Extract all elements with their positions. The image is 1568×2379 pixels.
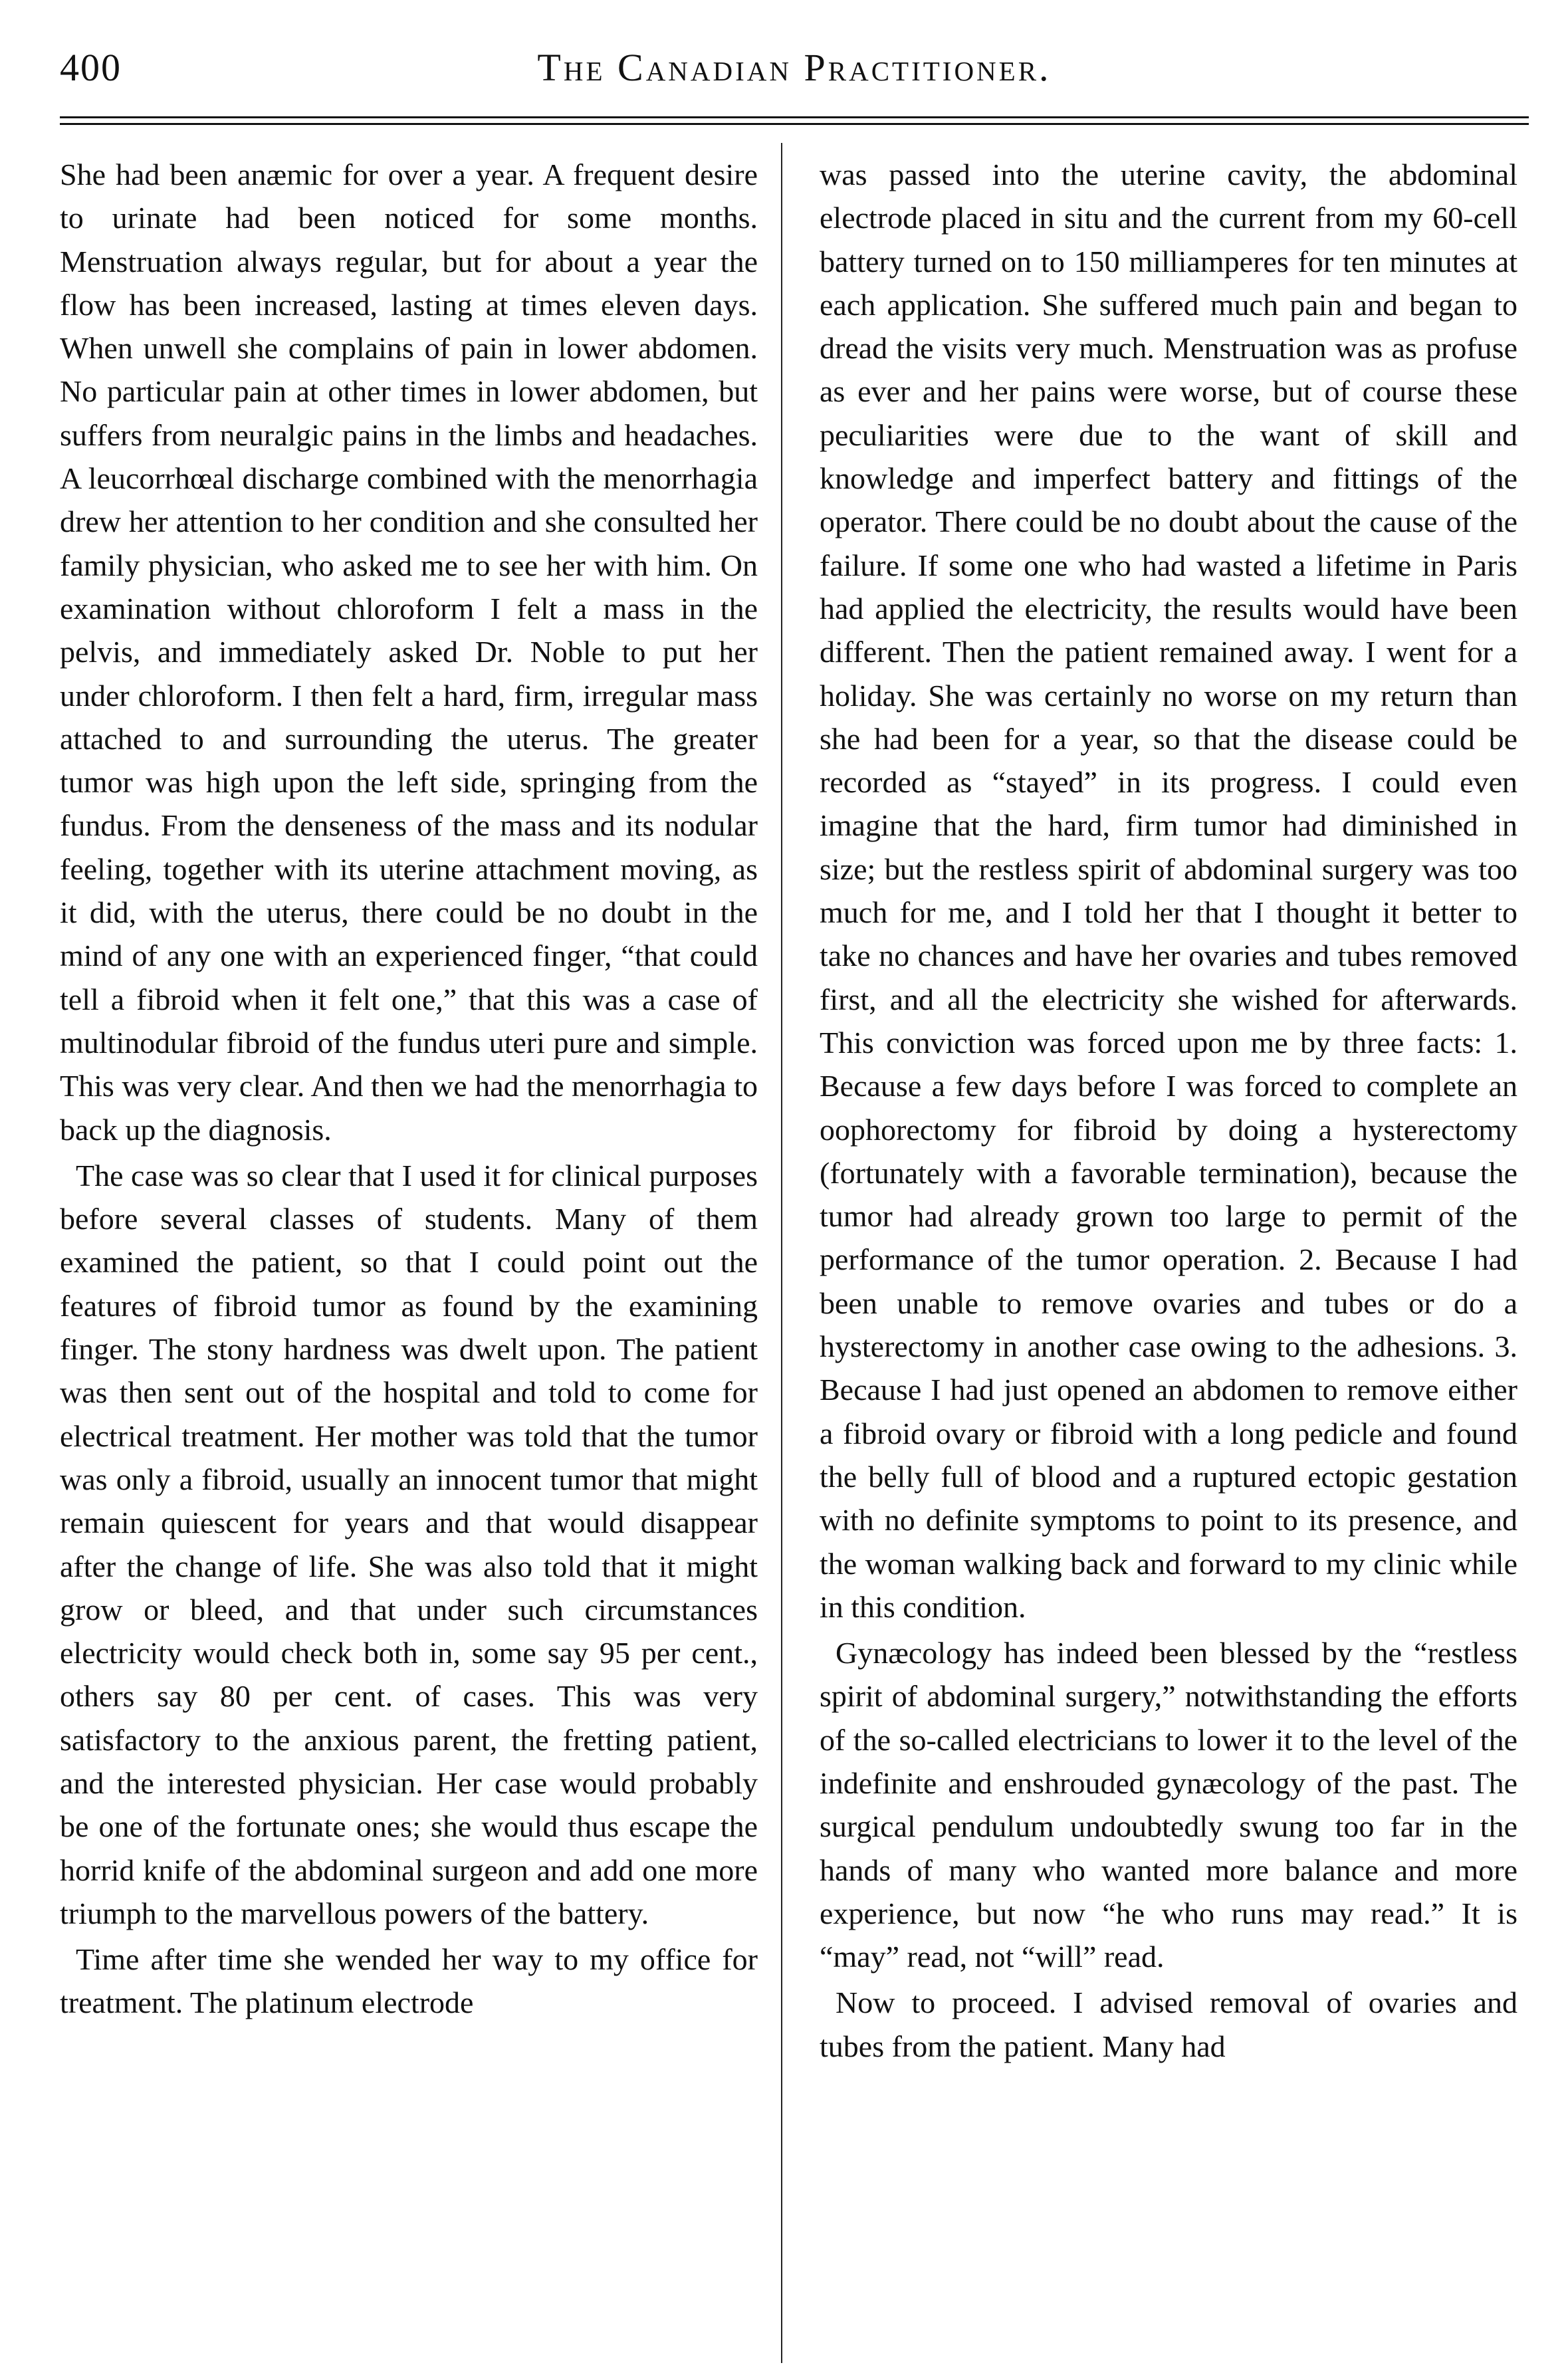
- header-rule-double: [60, 123, 1529, 125]
- column-divider: [781, 143, 782, 2363]
- right-column: [820, 153, 1517, 2346]
- paragraph: She had been anæmic for over a year. A frequent desire to urinate had been noticed for some months. Menstruation always regular, but for about a year the flow has been increased, lasting at times eleven days. When unwell she complains of pain in lower abdomen. No particular pain at other times in lower abdomen, but suffers from neuralgic pains in the limbs and headaches. A leucorrhœal discharge combined with the menorrhagia drew her attention to her condition and she consulted her family physician, who asked me to see her with him. On examination without chloroform I felt a mass in the pelvis, and immediately asked Dr. Noble to put her under chloroform. I then felt a hard, firm, irregular mass attached to and surrounding the uterus. The greater tumor was high upon the left side, springing from the fundus. From the denseness of the mass and its nodular feeling, together with its uterine attachment moving, as it did, with the uterus, there could be no doubt in the mind of any one with an experienced finger, “that could tell a fibroid when it felt one,” that this was a case of multinodular fibroid of the fundus uteri pure and simple. This was very clear. And then we had the menorrhagia to back up the diagnosis.: [60, 158, 758, 1147]
- left-column: [60, 153, 758, 2346]
- running-title: The Canadian Practitioner.: [537, 46, 1052, 89]
- paragraph: Gynæcology has indeed been blessed by the “restless spirit of abdominal surgery,” notwithstanding the efforts of the so-called electricians to lower it to the level of the indefinite and enshrouded gynæcology of the past. The surgical pendulum undoubtedly swung too far in the hands of many who wanted more balance and more experience, but now “he who runs may read.” It is “may” read, not “will” read.: [820, 1636, 1517, 1974]
- page-number: 400: [60, 46, 122, 89]
- header-rule: [60, 116, 1529, 118]
- paragraph: Time after time she wended her way to my office for treatment. The platinum electrode: [60, 1942, 758, 2020]
- paragraph: The case was so clear that I used it for clinical purposes before several classes of students. Many of them examined the patient, so that I could point out the features of fibroid tumor as found by the examining finger. The stony hardness was dwelt upon. The patient was then sent out of the hospital and told to come for electrical treatment. Her mother was told that the tumor was only a fibroid, usually an innocent tumor that might remain quiescent for years and that would disappear after the change of life. She was also told that it might grow or bleed, and that under such circumstances electricity would check both in, some say 95 per cent., others say 80 per cent. of cases. This was very satisfactory to the anxious parent, the fretting patient, and the interested physician. Her case would probably be one of the fortunate ones; she would thus escape the horrid knife of the abdominal surgeon and add one more triumph to the marvellous powers of the battery.: [60, 1158, 758, 1930]
- paragraph: was passed into the uterine cavity, the abdominal electrode placed in situ and the current from my 60-cell battery turned on to 150 milliamperes for ten minutes at each application. She suffered much pain and began to dread the visits very much. Menstruation was as profuse as ever and her pains were worse, but of course these peculiarities were due to the want of skill and knowledge and imperfect battery and fittings of the operator. There could be no doubt about the cause of the failure. If some one who had wasted a lifetime in Paris had applied the electricity, the results would have been different. Then the patient remained away. I went for a holiday. She was certainly no worse on my return than she had been for a year, so that the disease could be recorded as “stayed” in its progress. I could even imagine that the hard, firm tumor had diminished in size; but the restless spirit of abdominal surgery was too much for me, and I told her that I thought it better to take no chances and have her ovaries and tubes removed first, and all the electricity she wished for afterwards. This conviction was forced upon me by three facts: 1. Because a few days before I was forced to complete an oophorectomy for fibroid by doing a hysterectomy (fortunately with a favorable termination), because the tumor had already grown too large to permit of the performance of the tumor operation. 2. Because I had been unable to remove ovaries and tubes or do a hysterectomy in another case owing to the adhesions. 3. Because I had just opened an abdomen to remove either a fibroid ovary or fibroid with a long pedicle and found the belly full of blood and a ruptured ectopic gestation with no definite symptoms to point to its presence, and the woman walking back and forward to my clinic while in this condition.: [820, 158, 1517, 1624]
- page-header: [60, 27, 1529, 93]
- paragraph: Now to proceed. I advised removal of ovaries and tubes from the patient. Many had: [820, 1985, 1517, 2063]
